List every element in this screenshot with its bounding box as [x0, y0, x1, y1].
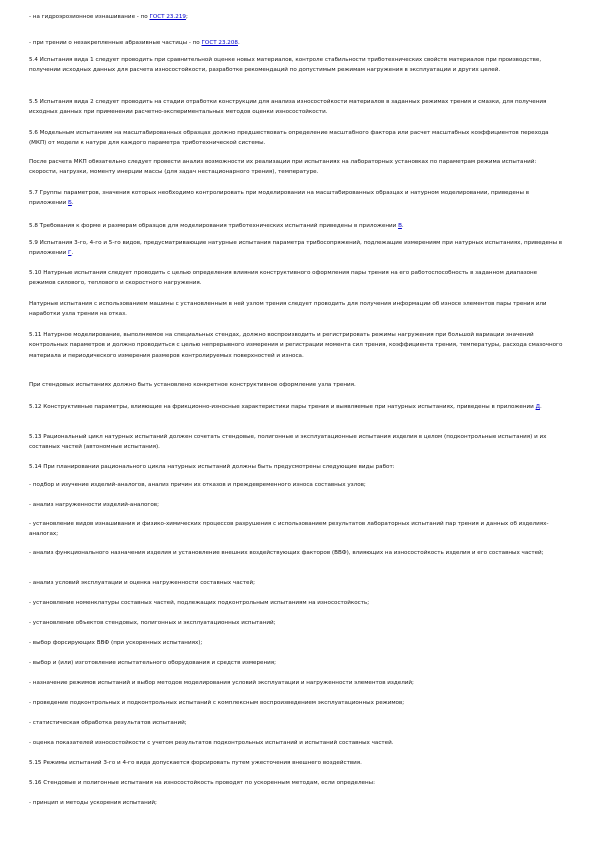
- paragraph: 5.13 Рациональный цикл натурных испытаний должен сочетать стендовые, полигонные и эксплуатационные испытания изделия в целом (подконтрольные испытания) и их составных частей (автономные испытания).: [29, 434, 547, 451]
- appendix-link[interactable]: Г: [68, 250, 72, 257]
- paragraph: 5.5 Испытания вида 2 следует проводить на стадии отработки конструкции для анализа износостойкости материалов в заданных режимах трения и смазки, для получения исходных данных при применении расчетно-экспериментальных методов оценки износостойкости.: [29, 99, 547, 116]
- list-item: - проведение подконтрольных и подконтрольных испытаний с комплексным воспроизведением эксплуатационных режимов;: [29, 700, 405, 706]
- paragraph: 5.11 Натурное моделирование, выполняемое на специальных стендах, должно воспроизводить и регистрировать режимы нагружения при большой вариации значений контрольных параметров и должно проводиться с целью непрерывного измерения и регистрации момента сил трения, коэффициента трения, температуры, расхода смазочного материала и периодического измерения размеров контролируемых поверхностей и износа.: [29, 332, 563, 359]
- gost-link[interactable]: ГОСТ 23.219: [149, 14, 186, 20]
- list-item: - выбор форсирующих ВВФ (при ускоренных испытаниях);: [29, 640, 203, 646]
- paragraph: 5.14 При планировании рационального цикла натурных испытаний должны быть предусмотрены следующие виды работ:: [29, 464, 395, 470]
- paragraph: [29, 238, 564, 259]
- text-run: ;: [185, 14, 188, 20]
- text-run: - при трении о незакрепленные абразивные частицы - по: [29, 40, 202, 46]
- list-item: - установление видов изнашивания и физико-химических процессов разрушения с использованием результатов лабораторных испытаний пар трения и данных об изделиях-аналогах;: [29, 521, 549, 538]
- text-run: 5.9 Испытания 3-го, 4-го и 5-го видов, предусматривающие натурные испытания параметра трибосопряжений, подлежащие измерениям при натурных испытаниях, приведены в приложении: [29, 240, 563, 257]
- text-run: - на гидроэрозионное изнашивание - по: [29, 14, 150, 20]
- list-item: - установление объектов стендовых, полигонных и эксплуатационных испытаний;: [29, 620, 276, 626]
- paragraph: 5.15 Режимы испытаний 3-го и 4-го вида допускается форсировать путем ужесточения внешнего воздействия.: [29, 760, 362, 766]
- paragraph: [29, 221, 564, 231]
- text-run: 5.7 Группы параметров, значения которых необходимо контролировать при моделировании на масштабированных образцах и натурном моделировании, приведены в приложении: [29, 190, 530, 207]
- appendix-link[interactable]: В: [398, 223, 402, 229]
- list-item: - подбор и изучение изделий-аналогов, анализ причин их отказов и преждевременного износа составных узлов;: [29, 482, 366, 488]
- paragraph: Натурные испытания с использованием машины с установленным в ней узлом трения следует проводить для получения информации об износе элементов пары трения или наработки узла трения на отказ.: [29, 301, 547, 318]
- text-run: .: [539, 404, 542, 410]
- paragraph: После расчета МКП обязательно следует провести анализ возможности их реализации при испытаниях на лабораторных установках по параметрам режима испытаний: скорости, нагрузки, моменту инерции массы (для задач нестационарного трения), температуре.: [29, 159, 537, 176]
- paragraph: [29, 402, 564, 412]
- text-run: 5.8 Требования к форме и размерам образцов для моделирования триботехнических испытаний приведены в приложении: [29, 223, 399, 229]
- text-run: .: [71, 250, 74, 257]
- list-item: - анализ функционального назначения изделия и установление внешних воздействующих факторов (ВВФ), влияющих на износостойкость изделия и его составных частей;: [29, 550, 544, 556]
- paragraph: При стендовых испытаниях должно быть установлено конкретное конструктивное оформление узла трения.: [29, 382, 356, 388]
- paragraph: 5.6 Модельным испытаниям на масштабированных образцах должно предшествовать определение масштабного фактора или расчет масштабных коэффициентов перехода (МКП) от модели к натуре для каждого параметра триботехнической системы.: [29, 130, 549, 147]
- paragraph: [29, 188, 564, 209]
- list-item: [29, 38, 564, 48]
- appendix-link[interactable]: Д: [535, 404, 540, 410]
- list-item: [29, 12, 564, 22]
- text-run: .: [71, 200, 74, 207]
- list-item: - назначение режимов испытаний и выбор методов моделирования условий эксплуатации и нагруженности элементов изделий;: [29, 680, 414, 686]
- text-run: .: [401, 223, 404, 229]
- list-item: - оценка показателей износостойкости с учетом результатов подконтрольных испытаний и испытаний составных частей.: [29, 740, 394, 746]
- list-item: - анализ нагруженности изделий-аналогов;: [29, 502, 159, 508]
- text-run: .: [238, 40, 240, 46]
- list-item: - принцип и методы ускорения испытаний;: [29, 800, 157, 806]
- list-item: - статистическая обработка результатов испытаний;: [29, 720, 187, 726]
- gost-link[interactable]: ГОСТ 23.208: [201, 40, 238, 46]
- text-run: 5.12 Конструктивные параметры, влияющие на фрикционно-износные характеристики пары трения и выявляемые при натурных испытаниях, приведены в приложении: [29, 404, 536, 410]
- list-item: - выбор и (или) изготовление испытательного оборудования и средств измерения;: [29, 660, 277, 666]
- list-item: - установление номенклатуры составных частей, подлежащих подконтрольным испытаниям на износостойкость;: [29, 600, 370, 606]
- paragraph: 5.16 Стендовые и полигонные испытания на износостойкость проводят по ускоренным методам, если определены:: [29, 780, 375, 786]
- paragraph: 5.10 Натурные испытания следует проводить с целью определения влияния конструктивного оформления пары трения на его работоспособность в заданном диапазоне режимов силового, теплового и скоростного нагружения.: [29, 270, 538, 287]
- list-item: - анализ условий эксплуатации и оценка нагруженности составных частей;: [29, 580, 255, 586]
- paragraph: 5.4 Испытания вида 1 следует проводить при сравнительной оценке новых материалов, контроле стабильности триботехнических свойств материалов при производстве, получении исходных данных для расчета износостойкости, разработке рекомендаций по допустимым режимам нагружения в эксплуатации и других целей.: [29, 57, 542, 74]
- appendix-link[interactable]: Б: [68, 200, 72, 207]
